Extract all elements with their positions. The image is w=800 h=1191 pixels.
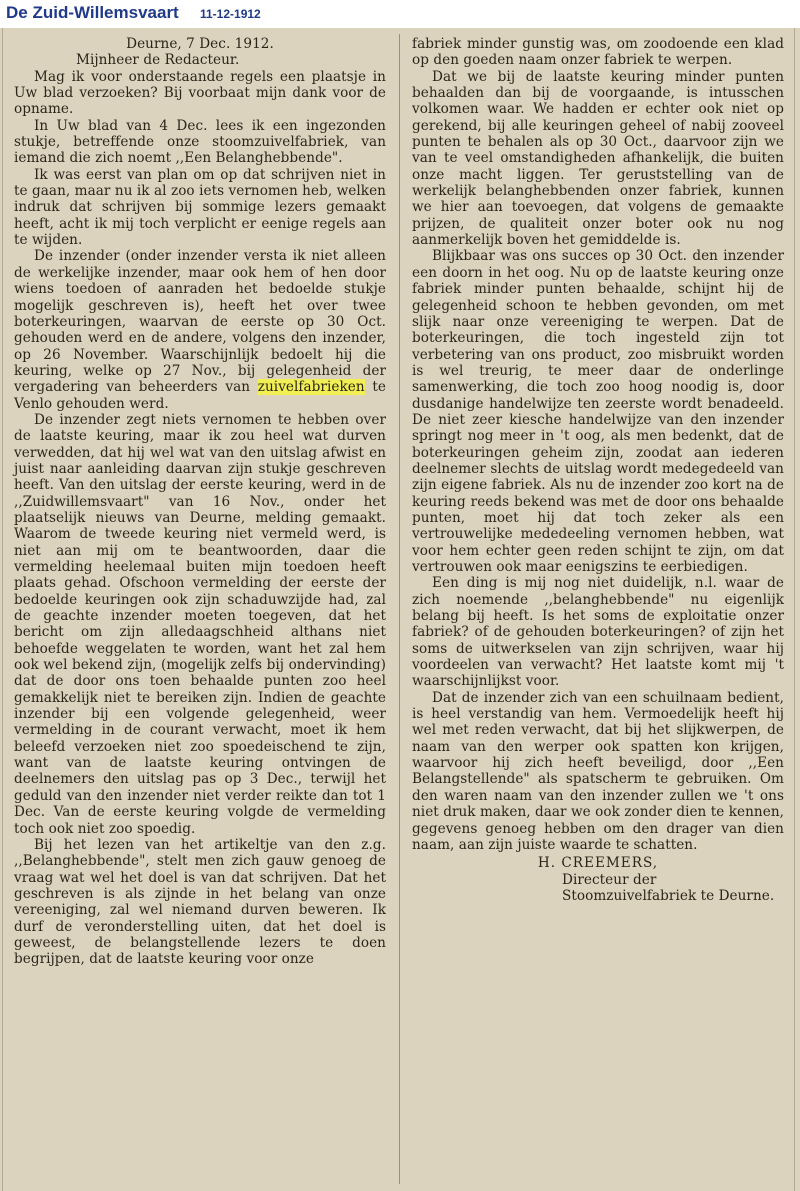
paragraph: De inzender zegt niets vernomen te hebben over de laatste keuring, maar ik zou heel wat durven verwedden, dat hij wel wat van den uitslag afwist en juist naar aanleiding daarvan zijn stukje geschreven heeft. Van den uitslag der eerste keuring, werd in de ,,Zuidwillemsvaart" van 16 Nov., onder het plaatselijk nieuws van Deurne, melding gemaakt. Waarom de tweede keuring niet vermeld werd, is niet aan mij om te beantwoorden, daar die vermelding heelemaal buiten mijn toedoen heeft plaats gehad. Ofschoon vermelding der eerste der bedoelde keuringen ook zijn schaduwzijde had, zal de geachte inzender moeten toegeven, dat het bericht om zijn alledaagschheid althans niet behoefde weggelaten te worden, want het zal hem ook wel bekend zijn, (mogelijk zelfs bij ondervinding) dat de door ons toen behaalde punten zoo heel gemakkelijk niet te bereiken zijn. Indien de geachte inzender bij een volgende gelegenheid, weer vermelding in de courant verwacht, moet ik hem beleefd verzoeken niet zoo spoedeischend te zijn, want van de laatste keuring ontvingen de deelnemers den uitslag pas op 3 Dec., terwijl het geduld van den inzender niet verder reikte dan tot 1 Dec. Van de eerste keuring volgde de vermelding toch ook niet zoo spoedig. xyxy=(14,411,386,837)
left-column xyxy=(14,36,386,968)
paragraph-with-highlight xyxy=(14,248,386,411)
paragraph: Ik was eerst van plan om op dat schrijven niet in te gaan, maar nu ik al zoo iets vernomen heb, welken indruk dat schrijven bij sommige lezers gemaakt heeft, acht ik mij toch verplicht er eenige regels aan te wijden. xyxy=(14,166,386,249)
paragraph: Mag ik voor onderstaande regels een plaatsje in Uw blad verzoeken? Bij voorbaat mijn dank voor de opname. xyxy=(14,68,386,118)
publication-date: 11-12-1912 xyxy=(200,7,261,21)
paragraph: Dat de inzender zich van een schuilnaam bedient, is heel verstandig van hem. Vermoedelijk heeft hij wel met reden verwacht, dat bij het slijkwerpen, de naam van den werper ook spatten kon krijgen, waarvoor hij zich heeft beveiligd, door ,,Een Belangstellende" als spatscherm te gebruiken. Om den waren naam van den inzender zullen we 't ons niet druk maken, daar we ook zonder dien te kennen, gegevens genoeg hebben om den drager van dien naam, aan zijn juiste waarde te schatten. xyxy=(412,689,784,853)
column-divider xyxy=(399,34,400,1184)
salutation: Mijnheer de Redacteur. xyxy=(76,52,240,69)
paragraph: In Uw blad van 4 Dec. lees ik een ingezonden stukje, betreffende onze stoomzuivelfabriek, van iemand die zich noemt ,,Een Belanghebbende". xyxy=(14,117,386,167)
signature-name: H. CREEMERS, xyxy=(537,855,659,872)
clipping-right-edge xyxy=(794,28,795,1191)
paragraph-continuation: fabriek minder gunstig was, om zoodoende een klad op den goeden naam onzer fabriek te werpen. xyxy=(412,36,784,69)
signature-title: Directeur der Stoomzuivelfabriek te Deurne. xyxy=(562,871,775,904)
right-column xyxy=(412,36,784,904)
paragraph: Een ding is mij nog niet duidelijk, n.l. waar de zich noemende ,,belanghebbende" nu eigenlijk belang bij heeft. Is het soms de exploitatie onzer fabriek? of de gehouden boterkeuringen? of zijn het soms de uitwerkselen van zijn schrijven, waar hij voordeelen van verwacht? Het laatste komt mij 't waarschijnlijkst voor. xyxy=(412,575,784,690)
paragraph: Blijkbaar was ons succes op 30 Oct. den inzender een doorn in het oog. Nu op de laatste keuring onze fabriek minder punten behaalde, schijnt hij de gelegenheid schoon te hebben gevonden, om met slijk naar onze vereeniging te werpen. Dat de boterkeuringen, die toch ingesteld zijn tot verbetering van ons product, zoo misbruikt worden is wel treurig, te meer daar de onderlinge samenwerking, die toch zoo hoog noodig is, door dusdanige handelwijze ten zeerste wordt benadeeld. De niet zeer kiesche handelwijze van den inzender springt nog meer in 't oog, als men bedenkt, dat de boterkeuringen geheim zijn, zoodat aan iederen deelnemer slechts de uitslag wordt medegedeeld van zijn eigene fabriek. Als nu de inzender zoo kort na de keuring reeds bekend was met de door ons behaalde punten, moet hij dat toch zeker als een vertrouwelijke mededeeling vernomen hebben, wat voor hem echter geen reden schijnt te zijn, om dat vertrouwen ook maar eenigszins te eerbiedigen. xyxy=(412,248,784,575)
dateline: Deurne, 7 Dec. 1912. xyxy=(126,36,274,52)
clipping-header xyxy=(0,0,800,28)
newspaper-clipping xyxy=(0,28,800,1191)
paragraph-tail: te Venlo gehouden werd. xyxy=(14,379,386,412)
clipping-left-edge xyxy=(2,28,3,1191)
paragraph-text: De inzender (onder inzender versta ik niet alleen de werkelijke inzender, maar ook hem of hen door wiens toedoen of aanraden het bedoelde stukje mogelijk geschreven is), heeft het over twee boterkeuringen, waarvan de eerste op 30 Oct. gehouden werd en de andere, volgens den inzender, op 26 November. Waarschijnlijk bedoelt hij die keuring, welke op 27 Nov., bij gelegenheid der vergadering van beheerders van xyxy=(14,248,386,396)
paragraph: Dat we bij de laatste keuring minder punten behaalden dan bij de voorgaande, is intusschen volkomen waar. We hadden er echter ook niet op gerekend, bij alle keuringen geheel of nabij zooveel punten te behalen als op 30 Oct., daarvoor zijn we van te veel omstandigheden afhankelijk, die buiten onze macht liggen. Ter geruststelling van de werkelijk belanghebbenden onzer fabriek, kunnen we hier aan toevoegen, dat volgens de gemaakte prijzen, de qualiteit onzer boter ook nu nog aanmerkelijk boven het gemiddelde is. xyxy=(412,68,784,249)
highlighted-search-term: zuivelfabrieken xyxy=(257,379,365,396)
newspaper-name: De Zuid-Willemsvaart xyxy=(6,3,179,22)
paragraph: Bij het lezen van het artikeltje van den z.g. ,,Belanghebbende", stelt men zich gauw genoeg de vraag wat wel het doel is van dat schrijven. Dat het geschreven is als zijnde in het belang van onze vereeniging, zal wel niemand durven beweren. Ik durf de veronderstelling uiten, dat het doel is geweest, de belangstellende lezers te doen begrijpen, dat de laatste keuring voor onze xyxy=(14,836,386,968)
